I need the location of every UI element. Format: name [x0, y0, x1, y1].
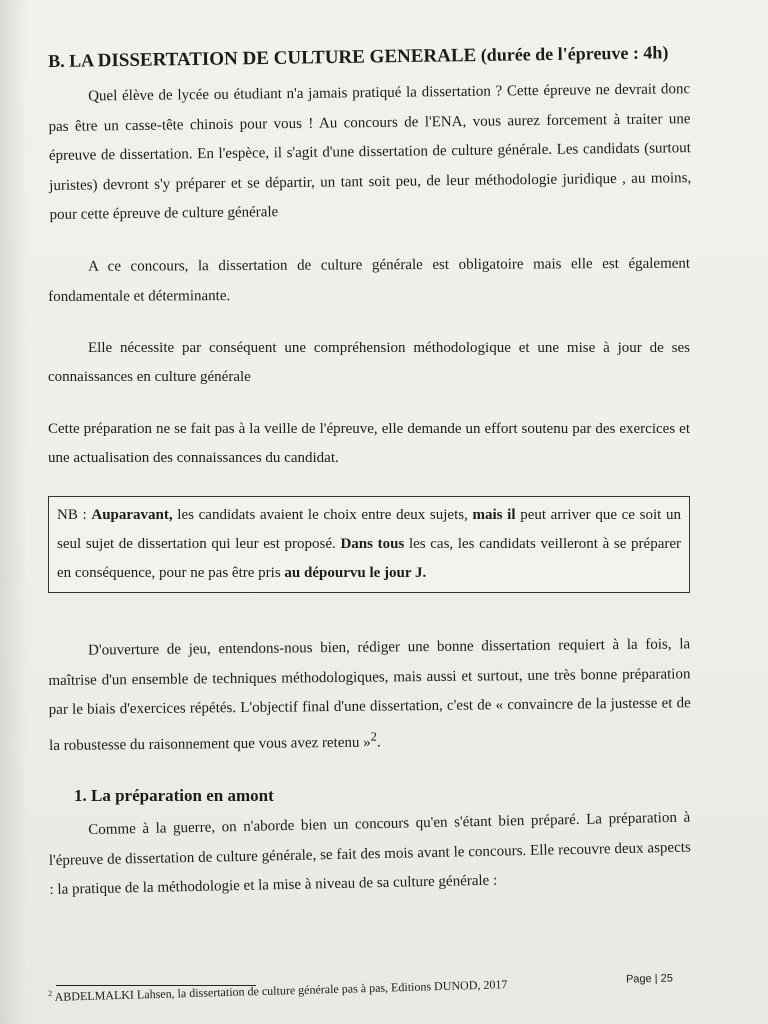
nb-text-1: les candidats avaient le choix entre deux sujets, [172, 506, 473, 523]
paragraph-intro: Quel élève de lycée ou étudiant n'a jamais pratiqué la dissertation ? Cette épreuve ne devrait donc pas être un casse-tête chinois pour vous ! Au concours de l'ENA, vous aurez forcement à traiter une épreuve de dissertation. En l'espèce, il s'agit d'une dissertation de culture générale. Les candidats (surtout juristes) devront s'y préparer et se départir, un tant soit peu, de leur méthodologie juridique , au moins, pour cette épreuve de culture générale [48, 81, 692, 223]
footnote [48, 973, 508, 1005]
nb-prefix: NB : [57, 506, 92, 523]
section-title [48, 39, 690, 75]
nb-note-box [48, 496, 690, 593]
paragraph-ouverture: D'ouverture de jeu, entendons-nous bien, rédiger une bonne dissertation requiert à la fois, la maîtrise d'un ensemble de techniques méthodologiques, mais aussi et surtout, une très bonne préparation par le biais d'exercices répétés. L'objectif final d'une dissertation, c'est de « convaincre de la justesse et de la robustesse du raisonnement que vous avez retenu »$^2$. [48, 635, 691, 753]
paragraph-ouverture-text: D'ouverture de jeu, entendons-nous bien, rédiger une bonne dissertation requiert à la fois, la maîtrise d'un ensemble de techniques méthodologiques, mais aussi et surtout, une très bonne préparation par le biais d'exercices répétés. L'objectif final d'une dissertation, c'est de « convaincre de la justesse et de la robustesse du raisonnement que vous avez retenu » [48, 635, 691, 753]
section-duration: (durée de l'épreuve : 4h) [480, 42, 669, 65]
nb-bold-4: au dépourvu le jour J. [284, 564, 427, 581]
nb-bold-2: mais il [472, 506, 516, 523]
scan-edge-shadow [0, 0, 28, 1024]
footnote-reference[interactable]: 2 [370, 728, 377, 743]
paragraph-comprehension: Elle nécessite par conséquent une compréhension méthodologique et une mise à jour de ses connaissances en culture générale [48, 339, 690, 385]
page-content [48, 42, 692, 927]
section-title-text: DISSERTATION DE CULTURE GENERALE [97, 45, 477, 72]
footnote-text: ABDELMALKI Lahsen, la dissertation de culture générale pas à pas, Editions DUNOD, 2017 [52, 977, 508, 1004]
nb-text-2: peut arriver que ce soit un seul sujet de dissertation qui leur est proposé. [57, 506, 681, 552]
section-label: B. LA [48, 50, 94, 71]
paragraph-obligatoire: A ce concours, la dissertation de culture générale est obligatoire mais elle est également fondamentale et déterminante. [48, 255, 691, 304]
subheading-preparation: 1. La préparation en amont [74, 785, 274, 805]
footnote-marker: 2 [48, 988, 53, 998]
paragraph-preparation: Cette préparation ne se fait pas à la veille de l'épreuve, elle demande un effort soutenu par des exercices et une actualisation des connaissances du candidat. [48, 420, 690, 466]
nb-text-3: les cas, les candidats veilleront à se préparer en conséquence, pour ne pas être pris [57, 535, 682, 581]
page-number: Page | 25 [625, 972, 674, 986]
nb-bold-3: Dans tous [340, 535, 405, 552]
paragraph-guerre: Comme à la guerre, on n'aborde bien un concours qu'en s'étant bien préparé. La préparation à l'épreuve de dissertation de culture générale, se fait des mois avant le concours. Elle recouvre deux aspects : la pratique de la méthodologie et la mise à niveau de sa culture générale : [48, 809, 691, 898]
nb-bold-start: Auparavant, [91, 506, 173, 523]
